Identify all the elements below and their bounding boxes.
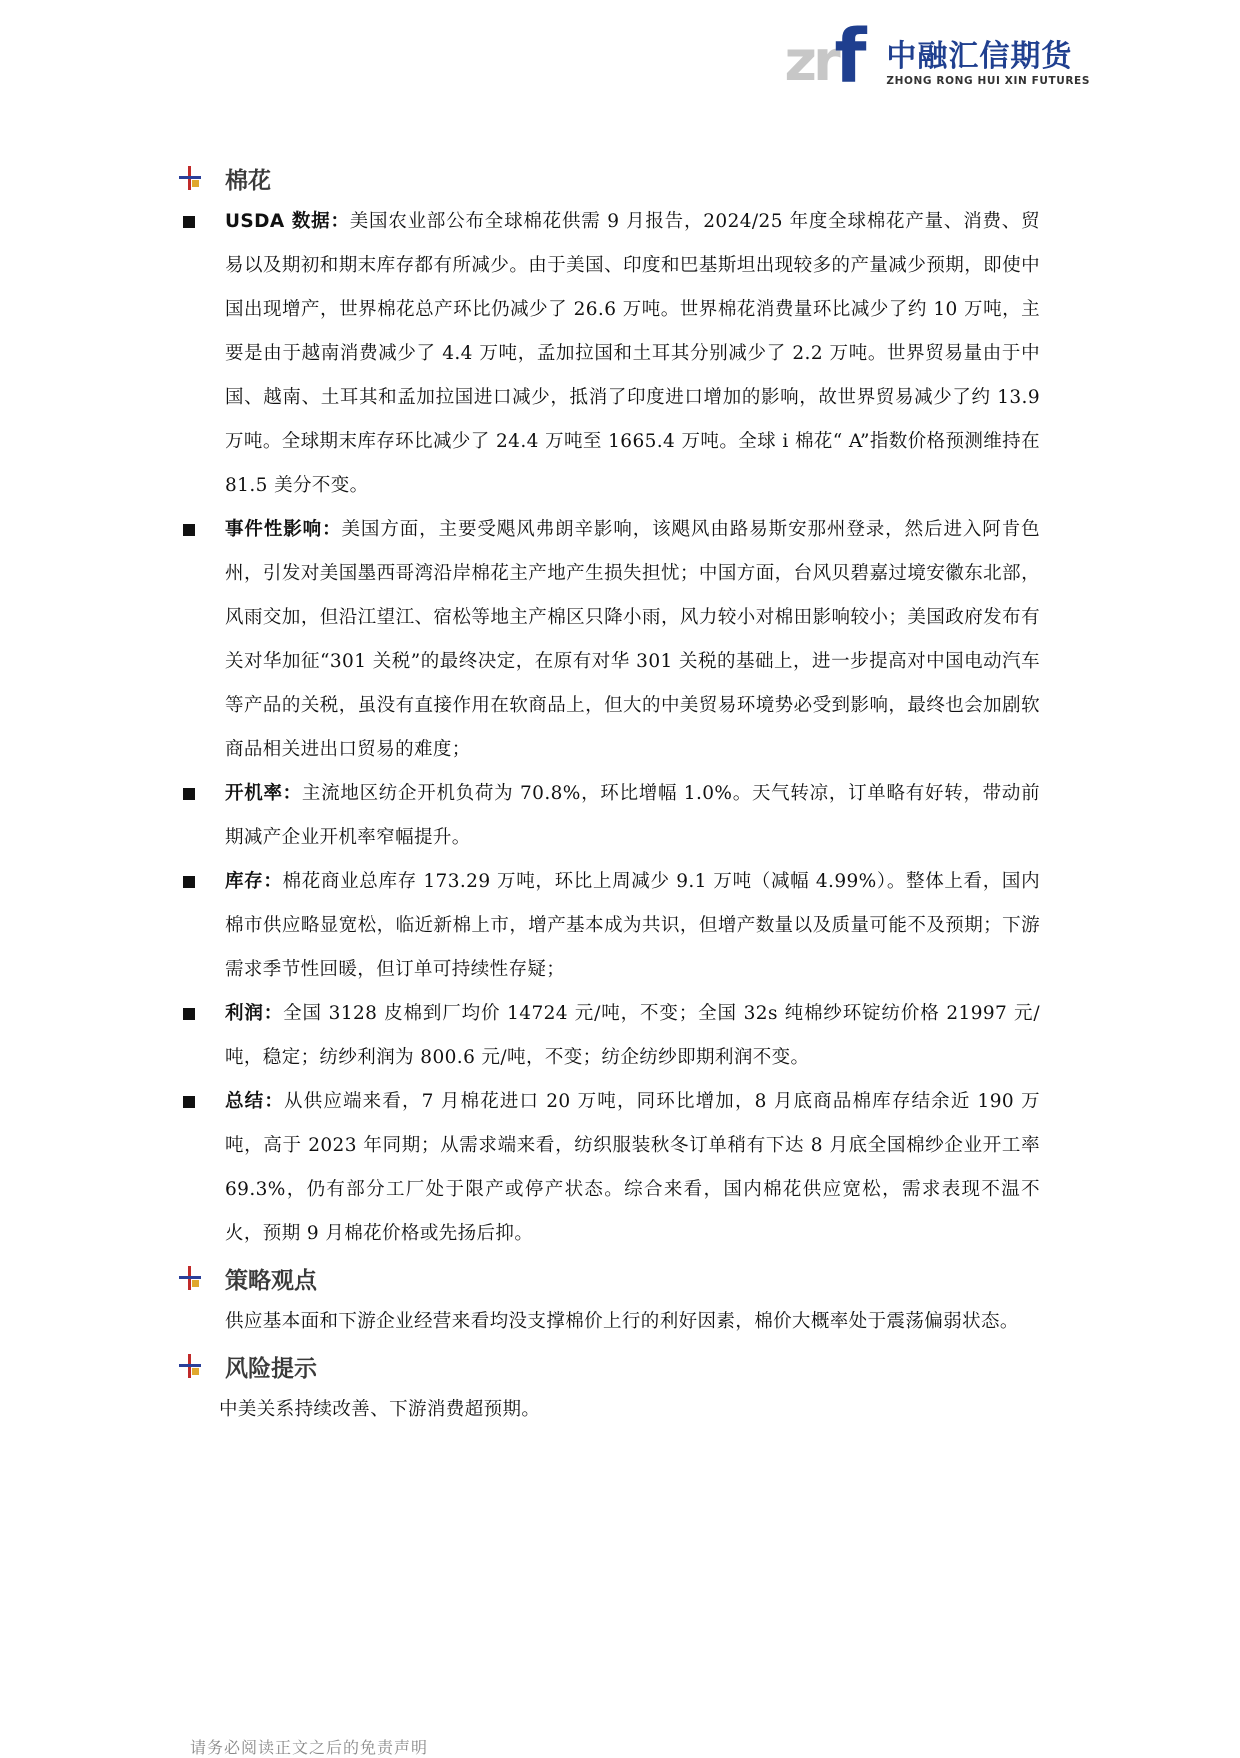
bullet-text: 美国方面，主要受飓风弗朗辛影响，该飓风由路易斯安那州登录，然后进入阿肯色州，引发对美国墨西哥湾沿岸棉花主产地产生损失担忧；中国方面，台风贝碧嘉过境安徽东北部，风雨交加，但沿江望江、宿松等地主产棉区只降小雨，风力较小对棉田影响较小；美国政府发布有关对华加征“301 关税”的最终决定，在原有对华 301 关税的基础上，进一步提高对中国电动汽车等产品的关税，虽没有直接作用在软商品上，但大的中美贸易环境势必受到影响，最终也会加剧软商品相关进出口贸易的难度； xyxy=(225,519,1041,760)
bullet-inventory xyxy=(179,860,1040,992)
bullet-label: 开机率： xyxy=(225,783,302,804)
strategy-paragraph: 供应基本面和下游企业经营来看均没支撑棉价上行的利好因素，棉价大概率处于震荡偏弱状态。 xyxy=(225,1311,1019,1332)
section-heading-strategy xyxy=(179,1256,1040,1300)
logo-mark xyxy=(784,14,880,100)
logo-chinese-name: 中融汇信期货 xyxy=(886,39,1073,74)
square-bullet-icon xyxy=(183,788,195,800)
section-title: 策略观点 xyxy=(225,1267,317,1294)
bullet-text: 从供应端来看，7 月棉花进口 20 万吨，同环比增加，8 月底商品棉库存结余近 190 万吨，高于 2023 年同期；从需求端来看，纺织服装秋冬订单稍有下达 8 月底全国棉纱企业开工率 69.3%，仍有部分工厂处于限产或停产状态。综合来看，国内棉花供应宽松，需求表现不温不火，预期 9 月棉花价格或先扬后抑。 xyxy=(225,1091,1040,1244)
bullet-label: USDA 数据： xyxy=(225,211,350,232)
bullet-text: 主流地区纺企开机负荷为 70.8%，环比增幅 1.0%。天气转凉，订单略有好转，带动前期减产企业开机率窄幅提升。 xyxy=(225,783,1040,848)
bullet-label: 总结： xyxy=(225,1091,284,1112)
section-heading-risk xyxy=(179,1344,1040,1388)
report-body xyxy=(200,156,1040,1432)
bullet-profit xyxy=(179,992,1040,1080)
bullet-label: 库存： xyxy=(225,871,283,892)
disclaimer-footer: 请务必阅读正文之后的免责声明 xyxy=(190,1738,429,1757)
section-title: 棉花 xyxy=(225,167,271,194)
company-logo xyxy=(784,14,1090,100)
logo-mark-f: f xyxy=(834,14,867,100)
bullet-text: 美国农业部公布全球棉花供需 9 月报告，2024/25 年度全球棉花产量、消费、贸易以及期初和期末库存都有所减少。由于美国、印度和巴基斯坦出现较多的产量减少预期，即使中国出现增产，世界棉花总产环比仍减少了 26.6 万吨。世界棉花消费量环比减少了约 10 万吨，主要是由于越南消费减少了 4.4 万吨，孟加拉国和土耳其分别减少了 2.2 万吨。世界贸易量由于中国、越南、土耳其和孟加拉国进口减少，抵消了印度进口增加的影响，故世界贸易减少了约 13.9 万吨。全球期末库存环比减少了 24.4 万吨至 1665.4 万吨。全球 i 棉花“ A”指数价格预测维持在 81.5 美分不变。 xyxy=(225,211,1040,496)
bullet-label: 事件性影响： xyxy=(225,519,342,540)
section-heading-cotton xyxy=(179,156,1040,200)
bullet-text: 全国 3128 皮棉到厂均价 14724 元/吨，不变；全国 32s 纯棉纱环锭纺价格 21997 元/吨，稳定；纺纱利润为 800.6 元/吨，不变；纺企纺纱即期利润不变。 xyxy=(225,1003,1040,1068)
square-bullet-icon xyxy=(183,524,195,536)
square-bullet-icon xyxy=(183,1096,195,1108)
square-bullet-icon xyxy=(183,876,195,888)
section-cross-icon xyxy=(179,1354,201,1378)
bullet-summary xyxy=(179,1080,1040,1256)
risk-paragraph: 中美关系持续改善、下游消费超预期。 xyxy=(219,1399,541,1420)
bullet-usda xyxy=(179,200,1040,508)
bullet-operating-rate xyxy=(179,772,1040,860)
section-cross-icon xyxy=(179,1266,201,1290)
section-title: 风险提示 xyxy=(225,1355,317,1382)
square-bullet-icon xyxy=(183,1008,195,1020)
bullet-events xyxy=(179,508,1040,772)
square-bullet-icon xyxy=(183,216,195,228)
bullet-text: 棉花商业总库存 173.29 万吨，环比上周减少 9.1 万吨（减幅 4.99%）。整体上看，国内棉市供应略显宽松，临近新棉上市，增产基本成为共识，但增产数量以及质量可能不及预期；下游需求季节性回暖，但订单可持续性存疑； xyxy=(225,871,1040,980)
logo-mark-zr: zr xyxy=(784,29,837,94)
logo-english-name: ZHONG RONG HUI XIN FUTURES xyxy=(886,75,1090,87)
bullet-label: 利润： xyxy=(225,1003,284,1024)
section-cross-icon xyxy=(179,166,201,190)
